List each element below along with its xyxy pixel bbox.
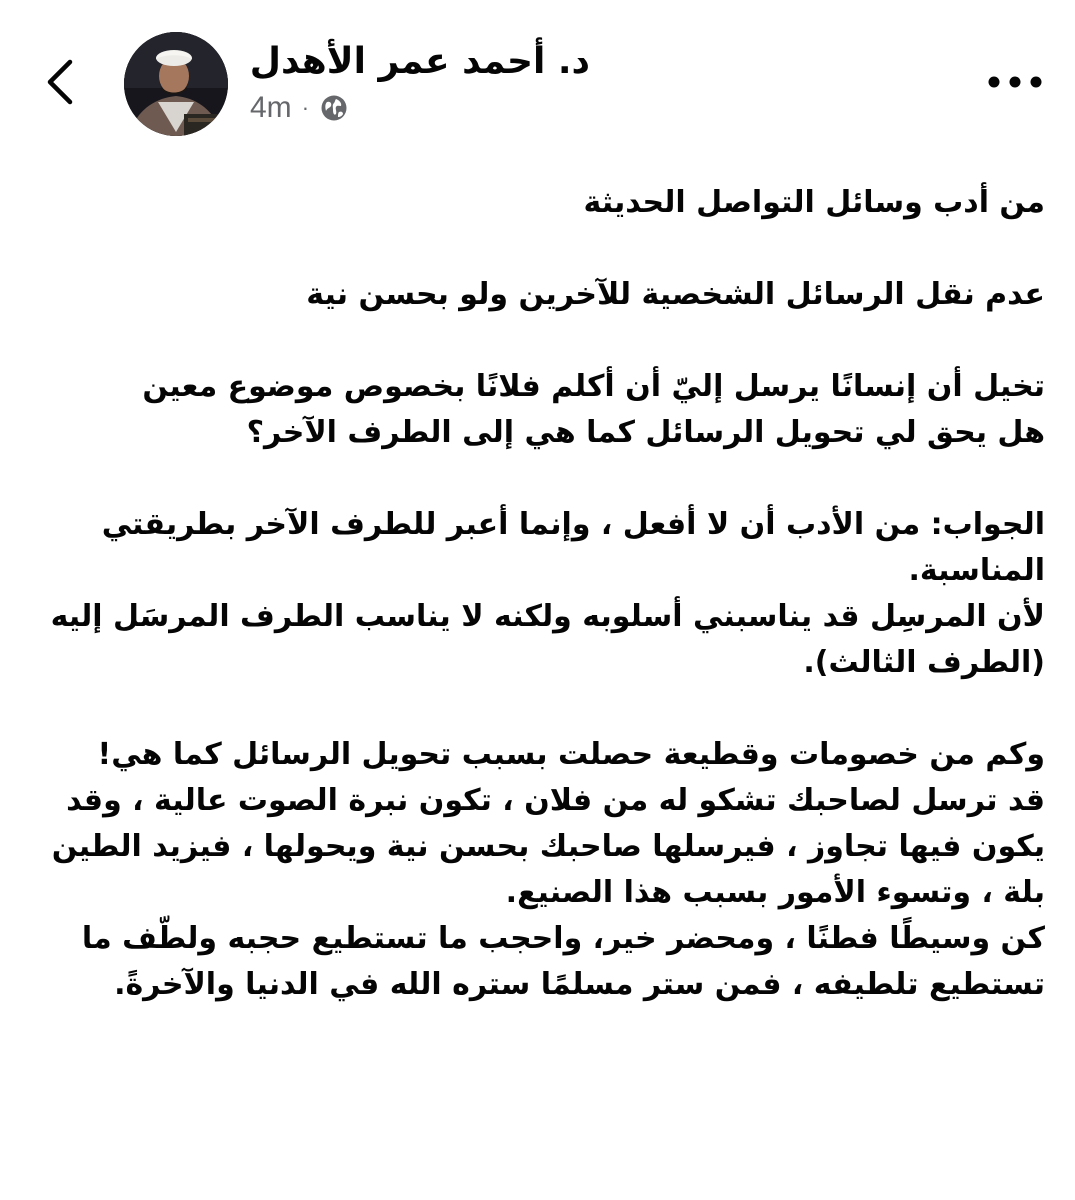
- post-line: هل يحق لي تحويل الرسائل كما هي إلى الطرف الآخر؟: [246, 415, 1045, 450]
- post-line: وكم من خصومات وقطيعة حصلت بسبب تحويل الرسائل كما هي!: [97, 737, 1045, 772]
- author-avatar[interactable]: [124, 32, 228, 136]
- post-paragraph: [40, 502, 1045, 686]
- chevron-left-icon: [36, 52, 88, 112]
- post-line: تخيل أن إنسانًا يرسل إليّ أن أكلم فلانًا بخصوص موضوع معين: [142, 369, 1045, 404]
- post-meta: [250, 86, 349, 130]
- author-name[interactable]: د. أحمد عمر الأهدل: [249, 41, 590, 82]
- post-timestamp[interactable]: 4m: [250, 91, 292, 124]
- more-horizontal-icon: [980, 64, 1050, 100]
- post-paragraph: [40, 180, 1045, 226]
- globe-icon[interactable]: [319, 93, 349, 123]
- post-header: [0, 0, 1075, 150]
- post-line: عدم نقل الرسائل الشخصية للآخرين ولو بحسن نية: [306, 277, 1045, 312]
- post-line: كن وسيطًا فطنًا ، ومحضر خير، واحجب ما تستطيع حجبه ولطّف ما تستطيع تلطيفه ، فمن ستر مسلمًا ستره الله في الدنيا والآخرةً.: [81, 921, 1045, 1002]
- meta-separator: ·: [301, 95, 310, 120]
- post-paragraph: [40, 732, 1045, 1008]
- back-button[interactable]: [36, 52, 88, 112]
- post-line: من أدب وسائل التواصل الحديثة: [583, 185, 1045, 220]
- more-options-button[interactable]: [980, 64, 1050, 100]
- post-line: الجواب: من الأدب أن لا أفعل ، وإنما أعبر للطرف الآخر بطريقتي المناسبة.: [101, 507, 1045, 588]
- post-paragraph: [40, 272, 1045, 318]
- post-line: قد ترسل لصاحبك تشكو له من فلان ، تكون نبرة الصوت عالية ، وقد يكون فيها تجاوز ، فيرسلها صاحبك بحسن نية ويحولها ، فيزيد الطين بلة ، وتسوء الأمور بسبب هذا الصنيع.: [51, 783, 1045, 910]
- post-line: لأن المرسِل قد يناسبني أسلوبه ولكنه لا يناسب الطرف المرسَل إليه (الطرف الثالث).: [50, 599, 1045, 680]
- avatar-image: [124, 32, 228, 136]
- post-paragraph: [40, 364, 1045, 456]
- post-text: [40, 180, 1045, 1008]
